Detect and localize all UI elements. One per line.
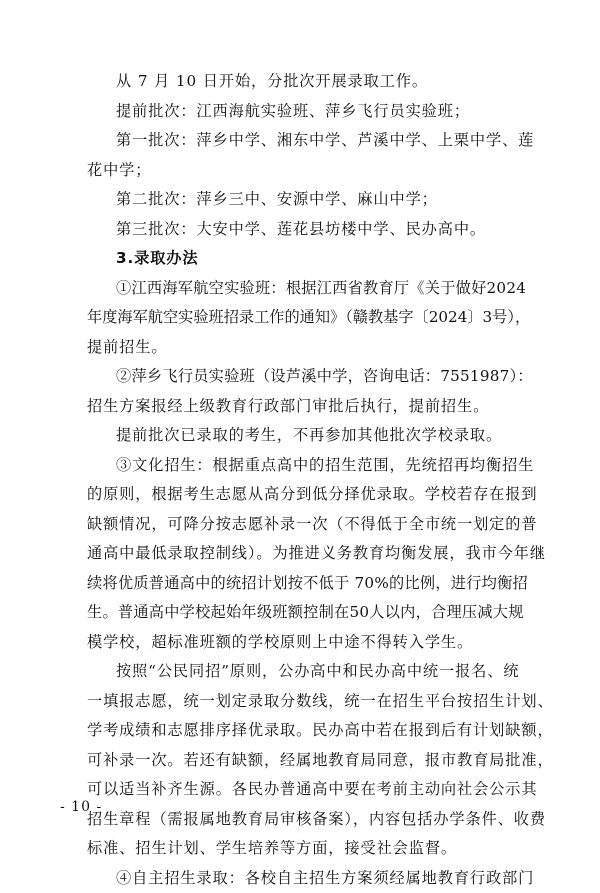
paragraph-line: 可以适当补齐生源。各民办普通高中要在考前主动向社会公示其 [87,775,531,805]
paragraph-line: 从 7 月 10 日开始，分批次开展录取工作。 [87,67,531,97]
paragraph-line: 模学校，超标准班额的学校原则上中途不得转入学生。 [87,628,531,658]
paragraph-line: ③文化招生：根据重点高中的招生范围，先统招再均衡招生 [87,451,531,481]
paragraph-line: 提前批次已录取的考生，不再参加其他批次学校录取。 [87,421,531,451]
paragraph-line: 招生章程（需报属地教育局审核备案），内容包括办学条件、收费 [87,805,531,835]
paragraph-line: 缺额情况，可降分按志愿补录一次（不得低于全市统一划定的普 [87,510,531,540]
paragraph-line: 提前招生。 [87,333,531,363]
paragraph-line: 招生方案报经上级教育行政部门审批后执行，提前招生。 [87,392,531,422]
paragraph-line: 第二批次：萍乡三中、安源中学、麻山中学； [87,185,531,215]
paragraph-line: 第三批次：大安中学、莲花县坊楼中学、民办高中。 [87,215,531,245]
paragraph-line: ①江西海军航空实验班：根据江西省教育厅《关于做好2024 [87,274,531,304]
paragraph-line: 标准、招生计划、学生培养等方面，接受社会监督。 [87,834,531,864]
paragraph-line: 生。普通高中学校起始年级班额控制在50人以内，合理压减大规 [87,598,531,628]
paragraph-line: 提前批次：江西海航实验班、萍乡飞行员实验班； [87,97,531,127]
paragraph-line: 续将优质普通高中的统招计划按不低于 70%的比例，进行均衡招 [87,569,531,599]
paragraph-line: 的原则，根据考生志愿从高分到低分择优录取。学校若存在报到 [87,480,531,510]
paragraph-line: ④自主招生录取：各校自主招生方案须经属地教育行政部门 [87,864,531,893]
paragraph-line: 一填报志愿，统一划定录取分数线，统一在招生平台按招生计划、 [87,687,531,717]
paragraph-line: 学考成绩和志愿排序择优录取。民办高中若在报到后有计划缺额， [87,716,531,746]
paragraph-line: 通高中最低录取控制线）。为推进义务教育均衡发展，我市今年继 [87,539,531,569]
paragraph-line: 按照“公民同招”原则，公办高中和民办高中统一报名、统 [87,657,531,687]
document-body [87,67,531,893]
section-heading: 3.录取办法 [87,244,531,274]
paragraph-line: 可补录一次。若还有缺额，经属地教育局同意，报市教育局批准， [87,746,531,776]
page-number: - 10 - [60,799,102,815]
paragraph-line: 第一批次：萍乡中学、湘东中学、芦溪中学、上栗中学、莲 [87,126,531,156]
paragraph-line: 花中学； [87,156,531,186]
paragraph-line: 年度海军航空实验班招录工作的通知》（赣教基字〔2024〕3号）， [87,303,531,333]
paragraph-line: ②萍乡飞行员实验班（设芦溪中学，咨询电话：7551987）： [87,362,531,392]
